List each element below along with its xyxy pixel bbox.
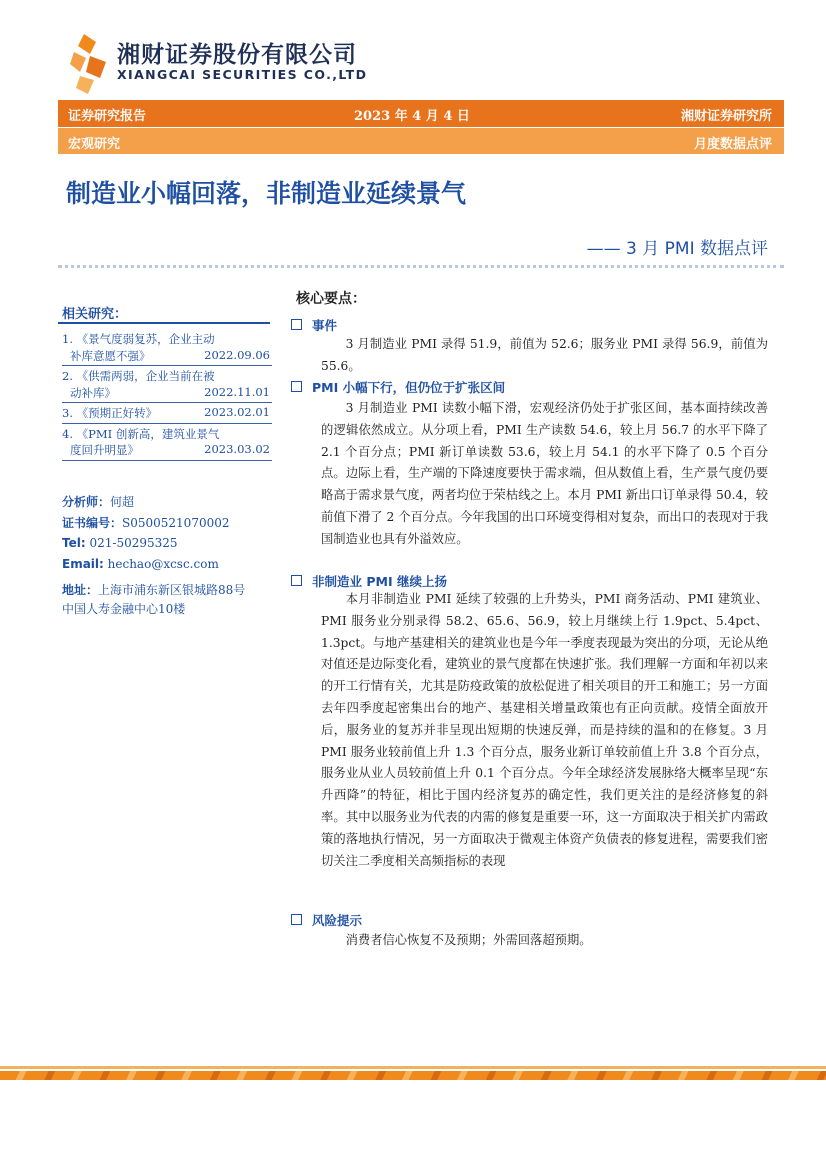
checkbox-bullet-icon (291, 914, 302, 925)
related-research-item[interactable] (62, 426, 272, 461)
related-research-item[interactable] (62, 405, 272, 424)
page-subtitle: —— 3 月 PMI 数据点评 (586, 239, 768, 259)
section-paragraph: 3 月制造业 PMI 读数小幅下滑，宏观经济仍处于扩张区间，基本面持续改善的逻辑依然成立。从分项上看，PMI 生产读数 54.6，较上月 56.7 的水平下降了 2.1 个百分点；PMI 新订单读数 53.6，较上月 54.1 的水平下降了 0.5 个百分点。边际上看，生产端的下降速度要快于需求端，但从数值上看，生产景气度仍要略高于需求景气度，两者均位于荣枯线之上。本月 PMI 新出口订单录得 50.4，较前值下滑了 2 个百分点。今年我国的出口环境变得相对复杂，而出口的表现对于我国制造业也具有外溢效应。 (321, 401, 768, 546)
report-subcategory: 月度数据点评 (693, 137, 772, 152)
addr-line1: 上海市浦东新区银城路88号 (98, 583, 246, 597)
addr-line2: 中国人寿金融中心10楼 (62, 602, 186, 616)
header-bar-primary (58, 100, 784, 127)
section-paragraph: 消费者信心恢复不及预期；外需回落超预期。 (345, 933, 592, 947)
company-name-cn: 湘财证券股份有限公司 (117, 42, 357, 68)
cert-label: 证书编号： (62, 515, 123, 530)
related-research-title: 1. 《景气度弱复苏，企业主动 (62, 332, 215, 346)
page-title: 制造业小幅回落，非制造业延续景气 (66, 179, 467, 208)
institute-name: 湘财证券研究所 (680, 109, 772, 124)
related-research-date: 2023.03.02 (204, 442, 270, 456)
related-research-title-cont: 度回升明显》 (70, 443, 139, 457)
report-date: 2023 年 4 月 4 日 (354, 109, 470, 124)
company-name-en: XIANGCAI SECURITIES CO.,LTD (117, 67, 368, 82)
section-title: 事件 (312, 318, 338, 333)
section-title: 风险提示 (312, 913, 363, 928)
title-divider (58, 265, 784, 268)
email-link[interactable]: hechao@xcsc.com (107, 556, 219, 571)
analyst-info (62, 492, 230, 574)
tel-value: 021-50295325 (89, 536, 178, 550)
section-title: PMI 小幅下行，但仍位于扩张区间 (312, 380, 506, 395)
related-research-list (62, 331, 272, 463)
checkbox-bullet-icon (291, 575, 302, 586)
related-research-title: 2. 《供需两弱，企业当前在被 (62, 369, 215, 383)
related-research-title-cont: 补库意愿不强》 (70, 348, 151, 363)
email-label: Email: (62, 556, 104, 571)
related-research-heading: 相关研究： (62, 307, 128, 322)
analyst-name: 何超 (110, 495, 135, 509)
footer-stripe (0, 1071, 826, 1080)
core-points-heading: 核心要点： (296, 291, 366, 307)
related-research-rule (58, 322, 270, 324)
analyst-label: 分析师： (62, 495, 111, 509)
section-title: 非制造业 PMI 继续上扬 (312, 574, 447, 589)
tel-label: Tel: (62, 536, 86, 550)
address-info (62, 581, 245, 619)
section-heading-pmi (291, 378, 505, 396)
related-research-date: 2022.11.01 (204, 384, 270, 399)
cert-value: S0500521070002 (122, 515, 230, 530)
related-research-date: 2023.02.01 (204, 405, 270, 419)
section-heading-event (291, 316, 337, 334)
related-research-title-cont: 动补库》 (70, 385, 116, 400)
section-paragraph: 本月非制造业 PMI 延续了较强的上升势头，PMI 商务活动、PMI 建筑业、PMI 服务业分别录得 58.2、65.6、56.9，较上月继续上行 1.9pct、5.4pct、1.3pct。与地产基建相关的建筑业也是今年一季度表现最为突出的分项，无论从绝对值还是边际变化看，建筑业的景气度都在快速扩张。我们理解一方面和年初以来的开工行情有关，尤其是防疫政策的放松促进了相关项目的开工和施工；另一方面去年四季度起密集出台的地产、基建相关增量政策也有正向贡献。疫情全面放开后，服务业的复苏并非呈现出短期的快速反弹，而是持续的温和的在修复。3 月 PMI 服务业较前值上升 1.3 个百分点，服务业新订单较前值上升 3.8 个百分点，服务业从业人员较前值上升 0.1 个百分点。今年全球经济发展脉络大概率呈现“东升西降”的特征，相比于国内经济复苏的确定性，我们更关注的是经济修复的斜率。其中以服务业为代表的内需的修复是重要一环，这一方面取决于相关扩内需政策的落地执行情况，另一方面取决于微观主体资产负债表的修复进程，需要我们密切关注二季度相关高频指标的表现 (321, 592, 768, 868)
related-research-item[interactable] (62, 331, 272, 366)
section-heading-risk (291, 911, 362, 929)
section-heading-nonmfg (291, 572, 447, 590)
related-research-title: 4. 《PMI 创新高，建筑业景气 (62, 426, 220, 441)
checkbox-bullet-icon (291, 381, 302, 392)
header-bar-secondary (58, 128, 784, 154)
related-research-title: 3. 《预期正好转》 (62, 406, 158, 420)
report-category: 宏观研究 (68, 137, 121, 152)
section-paragraph: 3 月制造业 PMI 录得 51.9，前值为 52.6；服务业 PMI 录得 56.9，前值为 55.6。 (321, 337, 768, 373)
related-research-item[interactable] (62, 368, 272, 403)
report-type: 证券研究报告 (68, 109, 147, 124)
company-logo-icon (70, 32, 110, 94)
addr-label: 地址： (62, 583, 99, 597)
checkbox-bullet-icon (291, 319, 302, 330)
footer-line (0, 1066, 826, 1069)
related-research-date: 2022.09.06 (204, 347, 270, 362)
